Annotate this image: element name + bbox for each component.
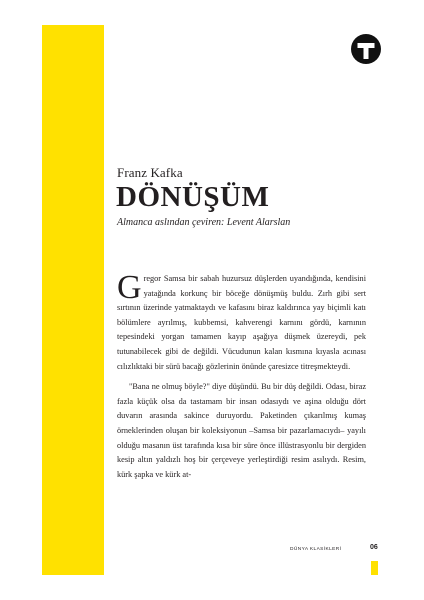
paragraph-1 bbox=[117, 269, 366, 374]
paragraph-2: "Bana ne olmuş böyle?" diye düşündü. Bu bir düş değildi. Odası, biraz fazla küçük olsa da tastamam bir insan odasıydı ve aşina olduğu dört duvarın arasında sakince duruyordu. Paketinden çıkarılmış kumaş örneklerinden oluşan bir koleksiyonun –Samsa bir pazarlamacıydı– yayılı olduğu masanın üst tarafında kısa bir süre önce illüstrasyonlu bir dergiden kesip altın yaldızlı hoş bir çerçeveye yerleştirdiği resim asılıydı. Resim, kürk şapka ve kürk at- bbox=[117, 382, 366, 479]
translator-credit: Almanca aslından çeviren: Levent Alarslan bbox=[117, 217, 291, 228]
page-number: 06 bbox=[370, 544, 378, 551]
body-text bbox=[117, 269, 366, 482]
publisher-logo-icon bbox=[351, 34, 381, 64]
yellow-accent-bar bbox=[42, 25, 104, 575]
author-name: Franz Kafka bbox=[117, 165, 183, 180]
paragraph-1-text: regor Samsa bir sabah huzursuz düşlerden uyandığında, kendisini yatağında korkunç bir böceğe dönüşmüş buldu. Zırh gibi sert sırtının üzerinde yatmaktaydı ve kafasını biraz kaldırınca yay biçimli katı bölümlere ayrılmış, kubbemsi, kahverengi karnını gördü, karnının tepesindeki yorgan tamamen kayıp aşağıya düşmek üzereydi, pek tutunabilecek gibi de değildi. Vücudunun kalan kısmına kıyasla acınası cılızlıktaki bir sürü bacağı gözlerinin önünde çaresizce titreşmekteydi. bbox=[117, 274, 366, 371]
page-marker bbox=[371, 561, 378, 575]
book-title: DÖNÜŞÜM bbox=[116, 181, 270, 213]
drop-cap: G bbox=[117, 269, 142, 306]
series-name: DÜNYA KLASİKLERİ bbox=[290, 547, 342, 552]
